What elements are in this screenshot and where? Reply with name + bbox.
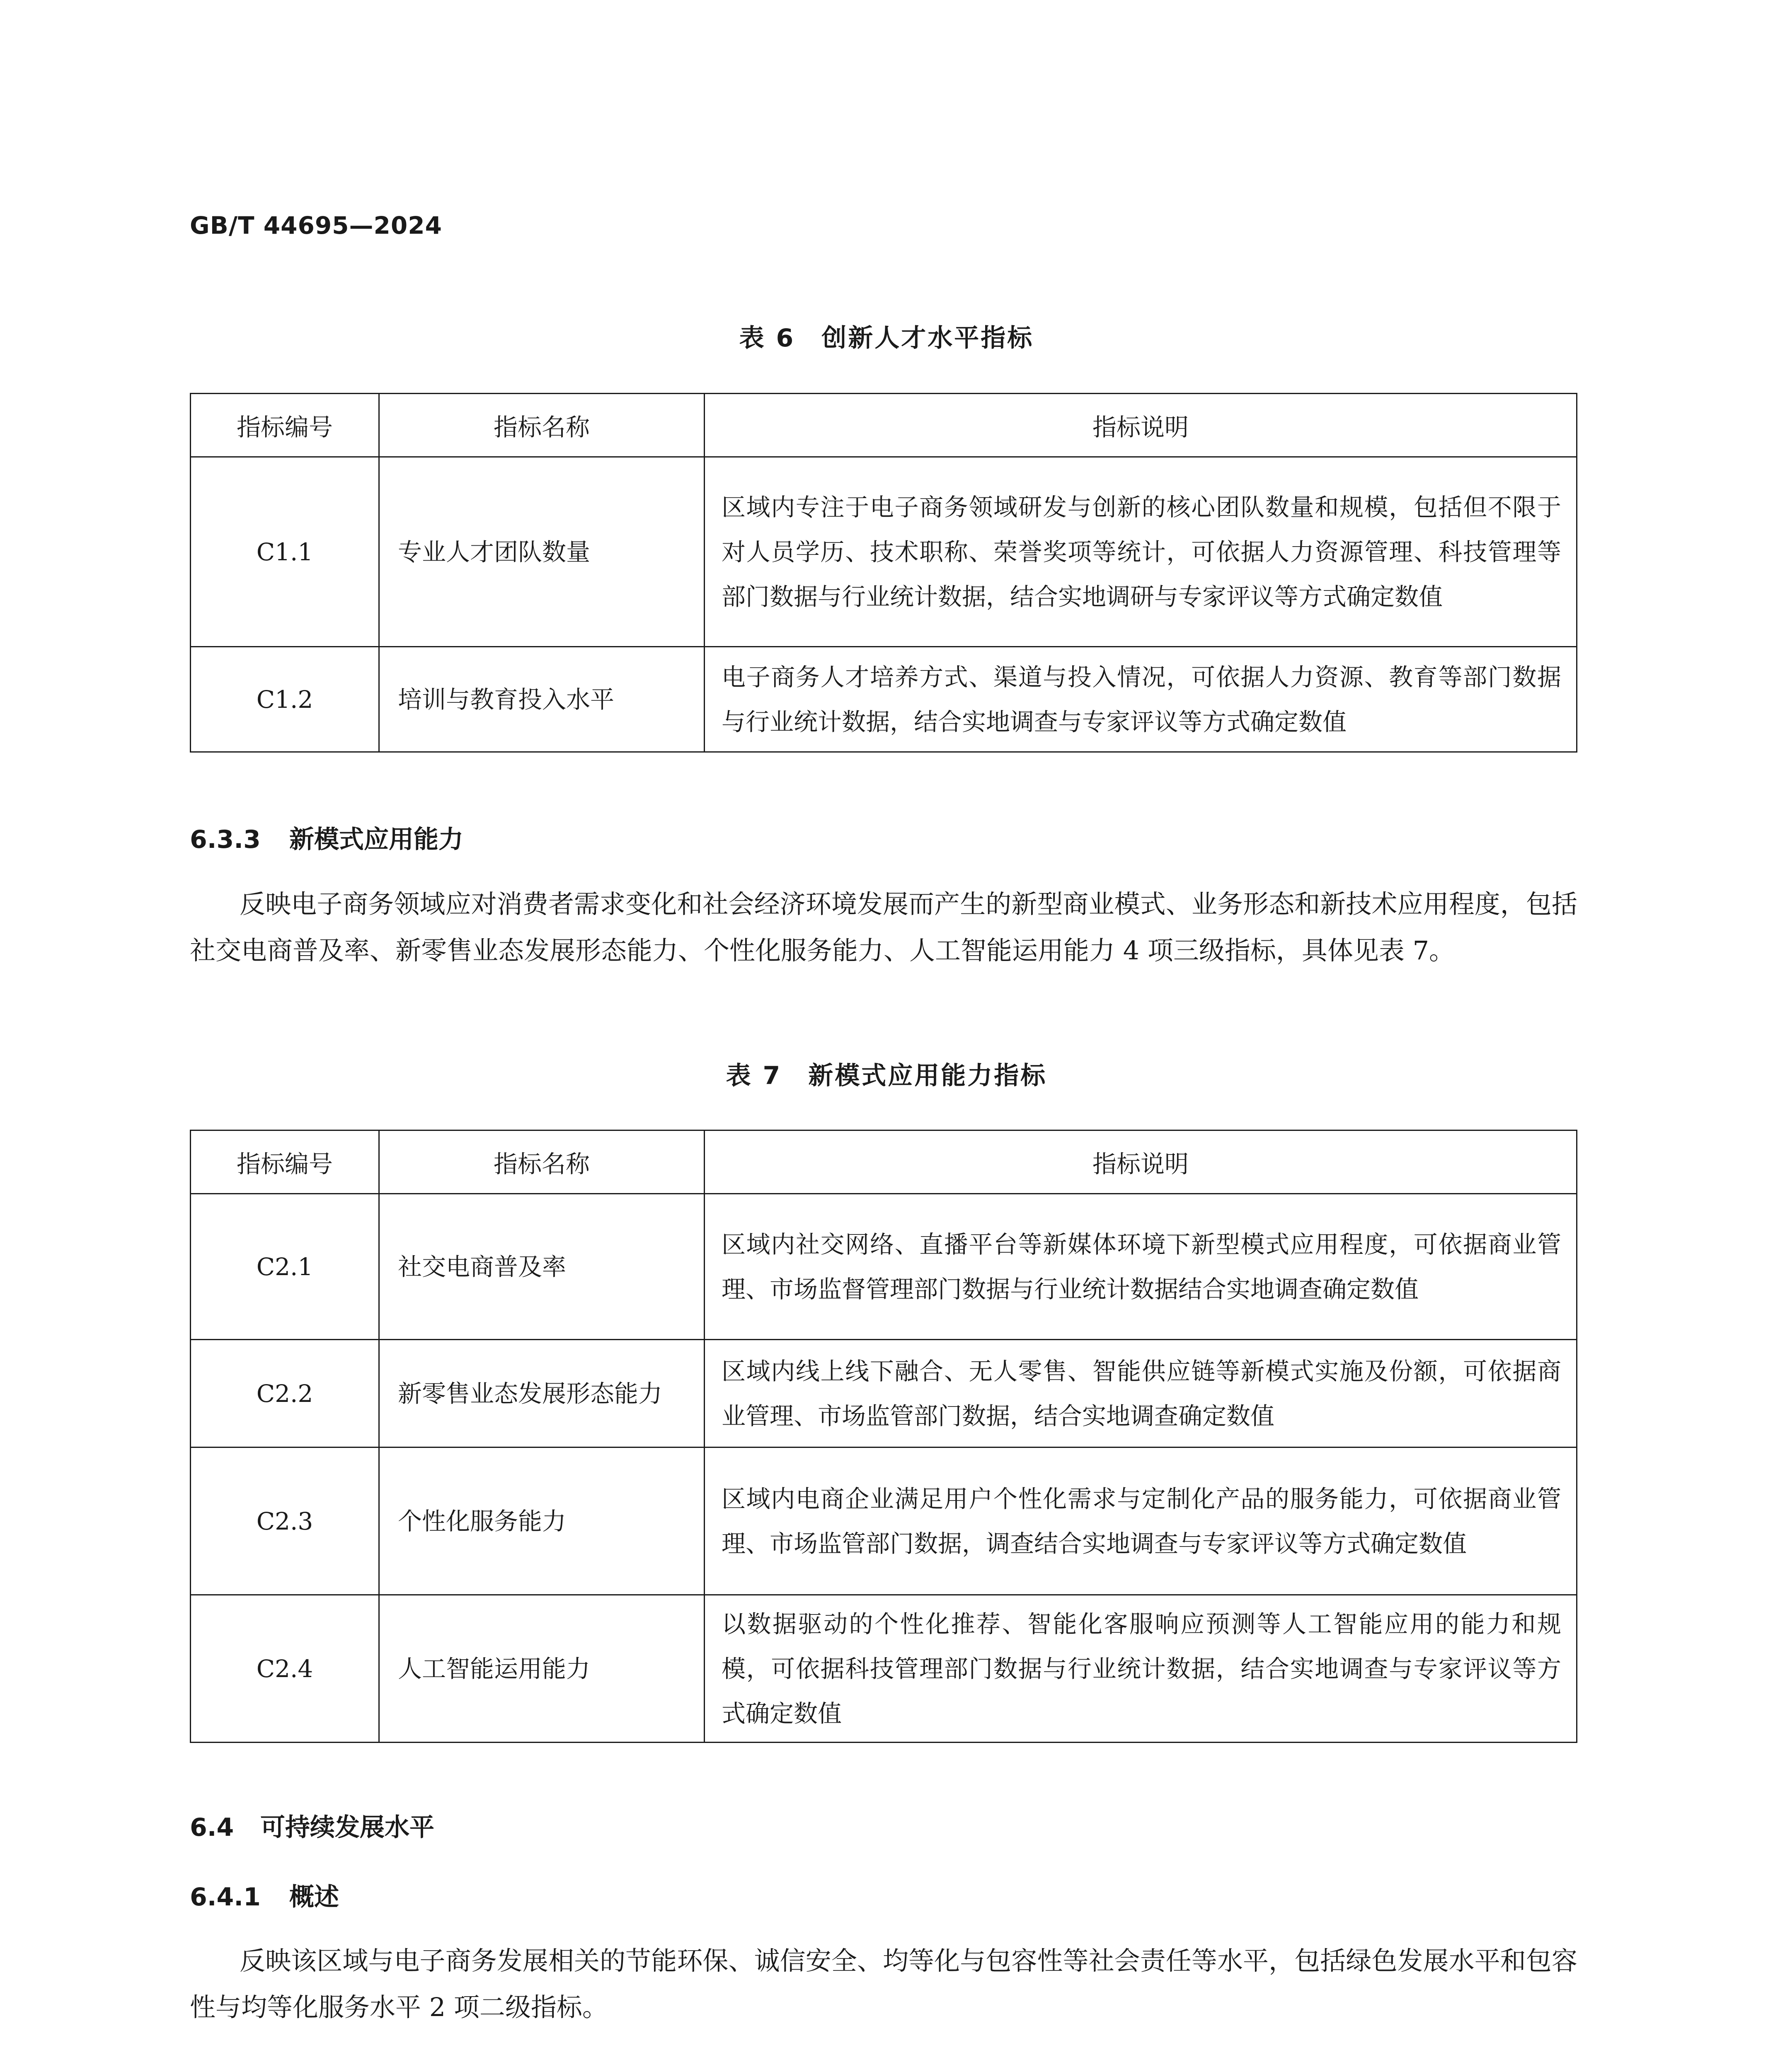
indicator-description: 区域内社交网络、直播平台等新媒体环境下新型模式应用程度，可依据商业管理、市场监督管理部门数据与行业统计数据结合实地调查确定数值: [705, 1194, 1577, 1340]
indicator-code: C2.3: [191, 1447, 379, 1595]
section-title: 概述: [289, 1883, 339, 1912]
column-header-code: 指标编号: [191, 1130, 379, 1194]
table-row: [191, 647, 1577, 752]
section-number: 6.3.3: [190, 825, 261, 854]
section-number: 6.4: [190, 1813, 234, 1842]
table-row: [191, 1340, 1577, 1447]
section-title: 可持续发展水平: [260, 1813, 434, 1842]
table-7: [190, 1130, 1577, 1743]
section-number: 6.4.1: [190, 1883, 261, 1912]
table-header-row: [191, 394, 1577, 457]
column-header-name: 指标名称: [379, 1130, 705, 1194]
section-title: 新模式应用能力: [289, 825, 463, 854]
indicator-name: 新零售业态发展形态能力: [379, 1340, 705, 1447]
indicator-name: 个性化服务能力: [379, 1447, 705, 1595]
section-6-3-3-paragraph: 反映电子商务领域应对消费者需求变化和社会经济环境发展而产生的新型商业模式、业务形态和新技术应用程度，包括社交电商普及率、新零售业态发展形态能力、个性化服务能力、人工智能运用能力 4 项三级指标，具体见表 7。: [190, 889, 1577, 966]
table-row: [191, 457, 1577, 647]
table-7-title: 表 7 新模式应用能力指标: [726, 1061, 1047, 1090]
indicator-name: 社交电商普及率: [379, 1194, 705, 1340]
section-6-4-1-heading: [190, 1877, 339, 1913]
indicator-description: 区域内线上线下融合、无人零售、智能供应链等新模式实施及份额，可依据商业管理、市场监管部门数据，结合实地调查确定数值: [705, 1340, 1577, 1447]
column-header-desc: 指标说明: [705, 394, 1577, 457]
indicator-code: C1.2: [191, 647, 379, 752]
indicator-name: 专业人才团队数量: [379, 457, 705, 647]
table-row: [191, 1194, 1577, 1340]
table-row: [191, 1447, 1577, 1595]
column-header-code: 指标编号: [191, 394, 379, 457]
table-header-row: [191, 1130, 1577, 1194]
indicator-description: 区域内电商企业满足用户个性化需求与定制化产品的服务能力，可依据商业管理、市场监管部门数据，调查结合实地调查与专家评议等方式确定数值: [705, 1447, 1577, 1595]
standard-code: GB/T 44695—2024: [190, 211, 442, 240]
section-6-4-heading: [190, 1808, 434, 1843]
indicator-code: C2.1: [191, 1194, 379, 1340]
indicator-description: 以数据驱动的个性化推荐、智能化客服响应预测等人工智能应用的能力和规模，可依据科技管理部门数据与行业统计数据，结合实地调查与专家评议等方式确定数值: [705, 1595, 1577, 1743]
table-6-title: 表 6 创新人才水平指标: [739, 324, 1034, 353]
indicator-description: 区域内专注于电子商务领域研发与创新的核心团队数量和规模，包括但不限于对人员学历、技术职称、荣誉奖项等统计，可依据人力资源管理、科技管理等部门数据与行业统计数据，结合实地调研与专家评议等方式确定数值: [705, 457, 1577, 647]
section-6-3-3-heading: [190, 820, 463, 855]
indicator-code: C2.2: [191, 1340, 379, 1447]
table-row: [191, 1595, 1577, 1743]
indicator-code: C1.1: [191, 457, 379, 647]
indicator-code: C2.4: [191, 1595, 379, 1743]
column-header-desc: 指标说明: [705, 1130, 1577, 1194]
indicator-name: 人工智能运用能力: [379, 1595, 705, 1743]
indicator-description: 电子商务人才培养方式、渠道与投入情况，可依据人力资源、教育等部门数据与行业统计数据，结合实地调查与专家评议等方式确定数值: [705, 647, 1577, 752]
column-header-name: 指标名称: [379, 394, 705, 457]
section-6-4-1-paragraph: 反映该区域与电子商务发展相关的节能环保、诚信安全、均等化与包容性等社会责任等水平，包括绿色发展水平和包容性与均等化服务水平 2 项二级指标。: [190, 1946, 1577, 2022]
indicator-name: 培训与教育投入水平: [379, 647, 705, 752]
table-6: [190, 393, 1577, 753]
